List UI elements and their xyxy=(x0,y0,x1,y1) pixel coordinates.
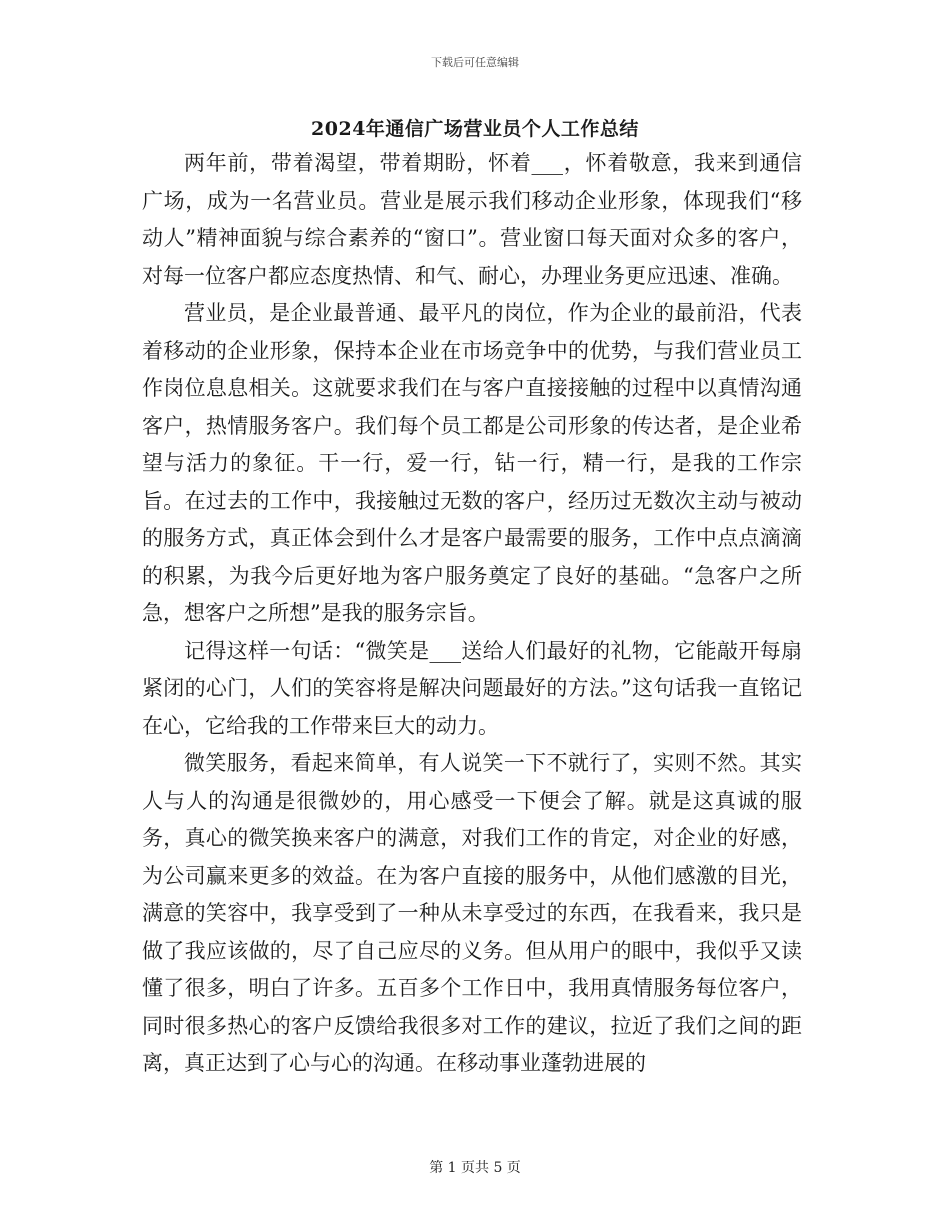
paragraph-2: 营业员，是企业最普通、最平凡的岗位，作为企业的最前沿，代表着移动的企业形象，保持本企业在市场竞争中的优势，与我们营业员工作岗位息息相关。这就要求我们在与客户直接接触的过程中以真情沟通客户，热情服务客户。我们每个员工都是公司形象的传达者，是企业希望与活力的象征。干一行，爱一行，钻一行，精一行，是我的工作宗旨。在过去的工作中，我接触过无数的客户，经历过无数次主动与被动的服务方式，真正体会到什么才是客户最需要的服务，工作中点点滴滴的积累，为我今后更好地为客户服务奠定了良好的基础。“急客户之所急，想客户之所想”是我的服务宗旨。 xyxy=(142,301,802,625)
paragraph-4: 微笑服务，看起来简单，有人说笑一下不就行了，实则不然。其实人与人的沟通是很微妙的，用心感受一下便会了解。就是这真诚的服务，真心的微笑换来客户的满意，对我们工作的肯定，对企业的好感，为公司赢来更多的效益。在为客户直接的服务中，从他们感激的目光，满意的笑容中，我享受到了一种从未享受过的东西，在我看来，我只是做了我应该做的，尽了自己应尽的义务。但从用户的眼中，我似乎又读懂了很多，明白了许多。五百多个工作日中，我用真情服务每位客户，同时很多热心的客户反馈给我很多对工作的建议，拉近了我们之间的距离，真正达到了心与心的沟通。在移动事业蓬勃进展的 xyxy=(142,751,802,1075)
page-footer: 第 1 页共 5 页 xyxy=(429,1160,521,1176)
document-body xyxy=(142,145,802,1083)
document-title: 2024年通信广场营业员个人工作总结 xyxy=(311,118,639,140)
paragraph-1: 两年前，带着渴望，带着期盼，怀着___，怀着敬意，我来到通信广场，成为一名营业员。营业是展示我们移动企业形象，体现我们“移动人”精神面貌与综合素养的“窗口”。营业窗口每天面对众多的客户，对每一位客户都应态度热情、和气、耐心，办理业务更应迅速、准确。 xyxy=(142,151,802,288)
header-note: 下载后可任意编辑 xyxy=(431,56,519,69)
paragraph-3: 记得这样一句话：“微笑是___送给人们最好的礼物，它能敲开每扇紧闭的心门，人们的笑容将是解决问题最好的方法。”这句话我一直铭记在心，它给我的工作带来巨大的动力。 xyxy=(142,638,802,738)
